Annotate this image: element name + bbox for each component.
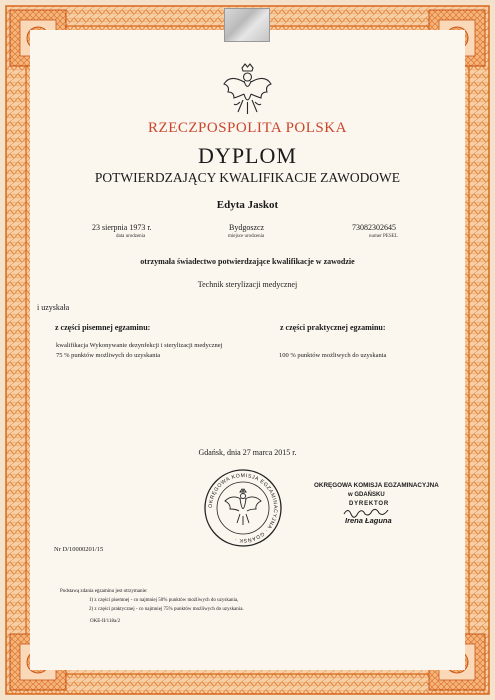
diploma-title: DYPLOM [198,143,297,168]
stamp-line-3: DYREKTOR [349,501,389,507]
written-result: 75 % punktów możliwych do uzyskania [56,352,161,359]
written-exam-heading: z części pisemnej egzaminu: [55,323,151,332]
holder-name: Edyta Jaskot [216,199,279,211]
obtained-label: i uzyskała [37,303,70,312]
pesel-number: 73082302645 [352,223,396,232]
footnote-intro: Podstawą zdania egzaminu jest otrzymanie: [60,589,148,594]
pesel-caption: numer PESEL [369,234,398,239]
practical-result: 100 % punktów możliwych do uzyskania [279,352,387,359]
official-seal [203,468,283,548]
polish-eagle-emblem [220,62,275,117]
birth-date-caption: data urodzenia [116,234,146,239]
seal-ring-text: OKRĘGOWA KOMISJA EGZAMINACYJNA · GDAŃSK · [207,472,279,544]
diploma-number: Nr D/10000201/15 [54,546,104,553]
diploma-subtitle: POTWIERDZAJĄCY KWALIFIKACJE ZAWODOWE [94,170,401,185]
stamp-line-2: w GDAŃSKU [348,492,385,498]
stamp-line-1: OKRĘGOWA KOMISJA EGZAMINACYJNA [314,482,439,489]
footnote-2: 2) z części praktycznej - co najmniej 75% punktów możliwych do uzyskania. [89,607,244,612]
director-name: Irena Łaguna [345,516,392,525]
birth-place-caption: miejsce urodzenia [228,234,265,239]
qualification-line: kwalifikacja Wykonywanie dezynfekcji i sterylizacji medycznej [56,342,223,349]
practical-exam-heading: z części praktycznej egzaminu: [280,323,386,332]
profession-name: Technik sterylizacji medycznej [197,280,298,289]
place-and-date: Gdańsk, dnia 27 marca 2015 r. [198,448,297,457]
birth-date: 23 sierpnia 1973 r. [92,223,152,232]
birth-place: Bydgoszcz [229,223,265,232]
received-statement: otrzymała świadectwo potwierdzające kwalifikacje w zawodzie [140,257,355,266]
footnote-1: 1) z części pisemnej - co najmniej 50% punktów możliwych do uzyskania, [89,598,239,603]
form-code: OKE-II/118a/2 [90,619,121,624]
hologram-sticker [224,8,270,42]
country-heading: RZECZPOSPOLITA POLSKA [148,120,347,136]
